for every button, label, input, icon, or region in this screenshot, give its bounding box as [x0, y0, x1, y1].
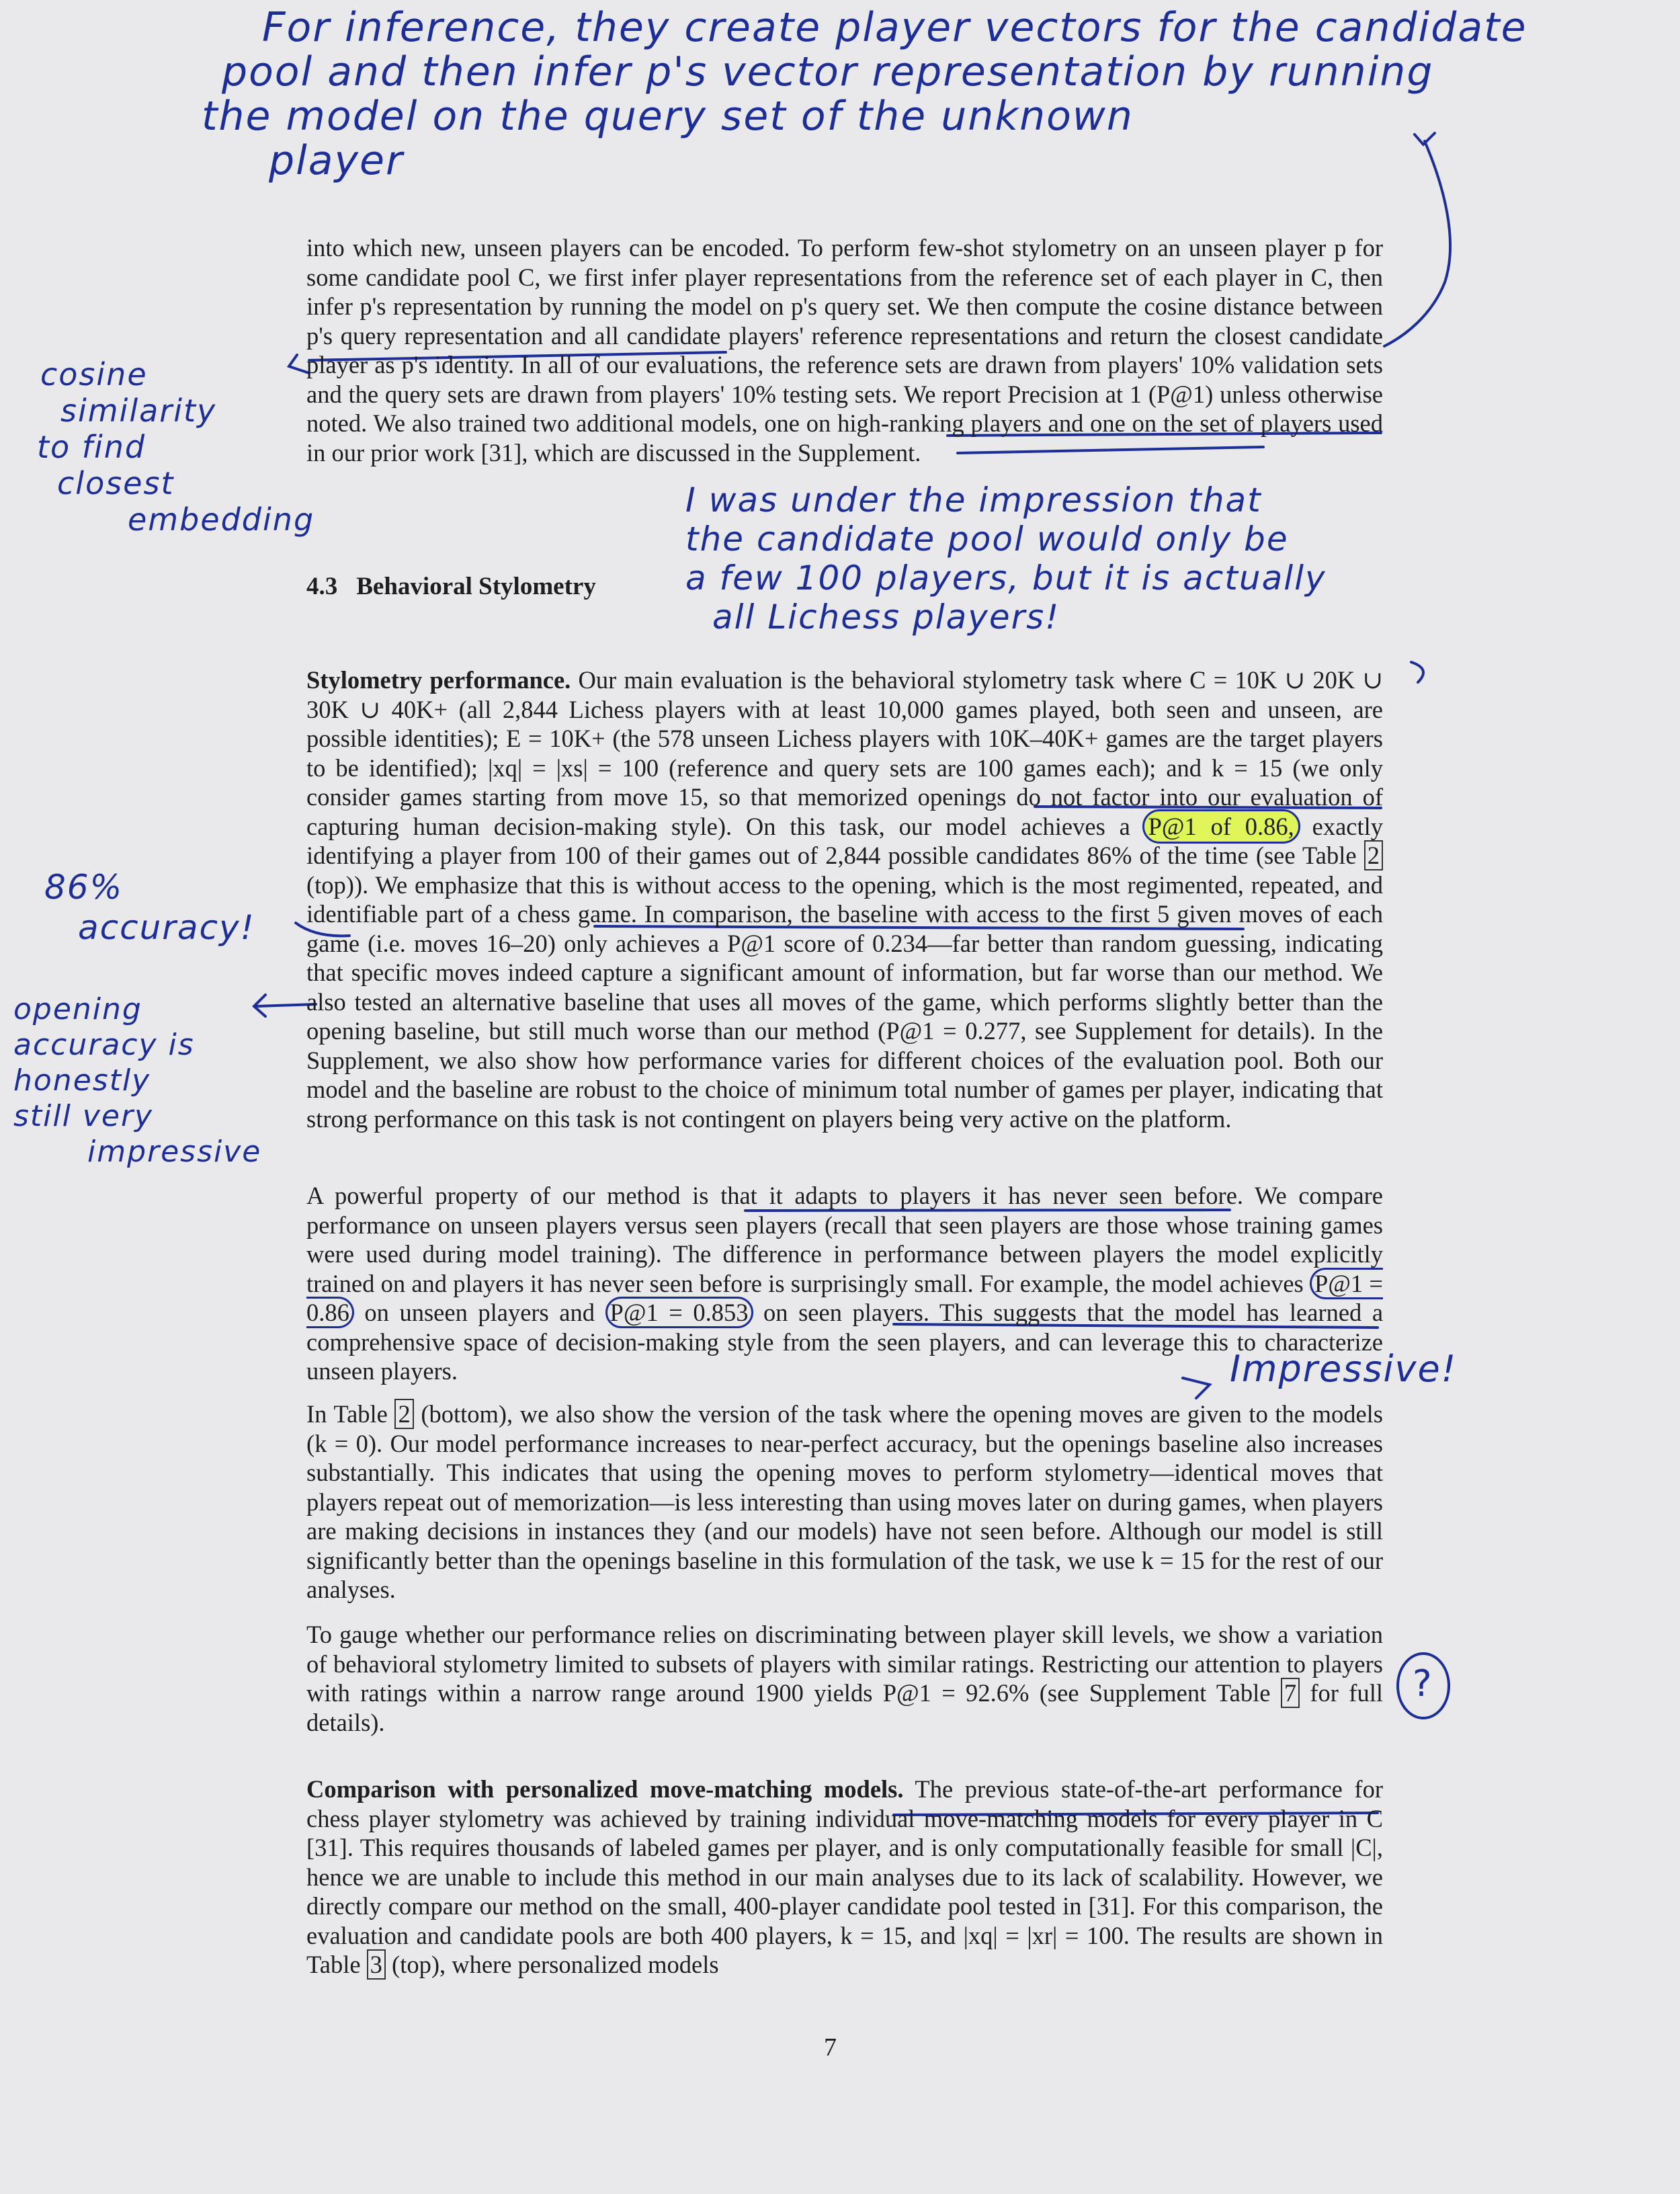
note-line: 86%	[44, 868, 124, 907]
comparison-paragraph	[306, 1775, 1383, 1980]
paragraph-text: on seen players. This suggests that the model has learned a comprehensive space of decision-making style from the seen players, and can leverage this to characterize unseen players.	[306, 1299, 1384, 1385]
note-line: cosine	[40, 356, 148, 393]
table-reference[interactable]: 2	[1364, 840, 1383, 870]
table-reference[interactable]: 2	[394, 1399, 413, 1429]
section-number: 4.3	[306, 573, 338, 600]
handwritten-note-opening	[13, 991, 261, 1170]
paragraph-text: for full details).	[306, 1679, 1383, 1736]
handwritten-note-pool	[685, 481, 1327, 637]
paragraph-text: In Table	[306, 1400, 388, 1428]
note-line: the model on the query set of the unknown	[202, 93, 1134, 140]
paragraph-text: on unseen players and	[364, 1299, 595, 1326]
note-line: embedding	[128, 501, 315, 538]
handwritten-note-impressive: Impressive!	[1230, 1348, 1458, 1390]
section-title: Behavioral Stylometry	[356, 573, 596, 600]
paragraph-heading: Stylometry performance.	[306, 666, 571, 694]
note-line: player	[269, 137, 404, 184]
note-line: to find	[37, 429, 146, 465]
note-line: For inference, they create player vectors for the candidate	[262, 4, 1527, 51]
paragraph-text: exactly identifying a player from 100 of their games out of 2,844 possible candidates 86% of the time (see Table	[306, 812, 1384, 869]
paragraph-text: (top), where personalized models	[392, 1951, 719, 1978]
paragraph-heading: Comparison with personalized move-matching models.	[306, 1775, 904, 1803]
table-reference[interactable]: 3	[367, 1949, 386, 1980]
paragraph-text: A powerful property of our method is that it adapts to players it has never seen before. We compare performance on unseen players versus seen players (recall that seen players are those whose training games were used during model training). The difference in performance between players the model explicitly trained on and players it has never seen before is surprisingly small. For example, the model achieves	[306, 1182, 1383, 1297]
paragraph-text: Our main evaluation is the behavioral stylometry task where C = 10K ∪ 20K ∪ 30K ∪ 40K+ (all 2,844 Lichess players with at least 10,000 games played, both seen and unseen, are possible identities); E = 10K+ (the 578 unseen Lichess players with 10K–40K+ games are the target players to be identified); |xq| = |xs| = 100 (reference and query sets are 100 games each); and k = 15 (we only consider games starting from move 15, so that memorized openings do not factor into our evaluation of capturing human decision-making style). On this task, our model achieves a	[306, 666, 1383, 840]
note-line: accuracy is	[13, 1028, 195, 1062]
table-paragraph	[306, 1399, 1383, 1604]
paragraph-text: To gauge whether our performance relies on discriminating between player skill levels, we show a variation of behavioral stylometry limited to subsets of players with similar ratings. Restricting our attention to players with ratings within a narrow range around 1900 yields P@1 = 92.6% (see Supplement Table	[306, 1621, 1383, 1707]
handwritten-note-top	[202, 4, 1527, 184]
note-line: honestly	[13, 1063, 151, 1098]
arrow-pool	[1411, 662, 1423, 682]
gauge-paragraph	[306, 1620, 1383, 1737]
circled-result: P@1 = 0.86	[306, 1268, 1383, 1329]
note-line: I was under the impression that	[685, 481, 1262, 520]
note-line: still very	[13, 1099, 154, 1133]
handwritten-note-cosine	[37, 356, 315, 538]
note-line: similarity	[60, 393, 217, 429]
paragraph-text: The previous state-of-the-art performance for chess player stylometry was achieved by training individual move-matching models for every player in C [31]. This requires thousands of labeled games per player, and is only computationally feasible for small |C|, hence we are unable to include this method in our main analyses due to its lack of scalability. However, we directly compare our method on the small, 400-player candidate pool tested in [31]. For this comparison, the evaluation and candidate pools are both 400 players, k = 15, and |xq| = |xr| = 100. The results are shown in Table	[306, 1775, 1383, 1978]
highlighted-result: P@1 of 0.86,	[1144, 811, 1298, 842]
note-line: all Lichess players!	[712, 598, 1060, 637]
note-line: opening	[13, 992, 142, 1026]
circled-result: P@1 = 0.853	[605, 1297, 753, 1328]
note-line: a few 100 players, but it is actually	[685, 559, 1327, 598]
note-line: accuracy!	[78, 908, 255, 947]
paragraph-text: (bottom), we also show the version of the task where the opening moves are given to the models (k = 0). Our model performance increases to near-perfect accuracy, but the openings baseline also increases substantially. This indicates that using the opening moves to perform stylometry—identical moves that players repeat out of memorization—is less interesting than using moves later on during games, when players are making decisions in instances they (and our models) have not seen before. Although our model is still significantly better than the openings baseline in this formulation of the task, we use k = 15 for the rest of our analyses.	[306, 1400, 1384, 1603]
note-line: the candidate pool would only be	[685, 520, 1289, 559]
paragraph-text: (top)). We emphasize that this is without access to the opening, which is the most regimented, repeated, and identifiable part of a chess game. In comparison, the baseline with access to the first 5 given moves of each game (i.e. moves 16–20) only achieves a P@1 score of 0.234—far better than random guessing, indicating that specific moves indeed capture a significant amount of information, but far worse than our method. We also tested an alternative baseline that uses all moves of the game, which performs slightly better than the opening baseline, but still much worse than our method (P@1 = 0.277, see Supplement for details). In the Supplement, we also show how performance varies for different choices of the evaluation pool. Both our model and the baseline are robust to the choice of minimum total number of games per player, indicating that strong performance on this task is not contingent on players being very active on the platform.	[306, 870, 1383, 1133]
section-heading	[306, 572, 615, 601]
note-line: pool and then infer p's vector representation by running	[222, 48, 1434, 95]
handwritten-note-question: ?	[1413, 1662, 1433, 1705]
unseen-paragraph	[306, 1181, 1383, 1386]
page-number: 7	[824, 2033, 837, 2062]
note-line: impressive	[87, 1135, 262, 1169]
table-reference[interactable]: 7	[1281, 1678, 1300, 1708]
handwritten-note-accuracy	[44, 867, 255, 948]
stylometry-paragraph	[306, 665, 1383, 1133]
note-line: closest	[57, 465, 175, 501]
intro-paragraph: into which new, unseen players can be encoded. To perform few-shot stylometry on an unseen player p for some candidate pool C, we first infer player representations from the reference set of each player in C, then infer p's representation by running the model on p's query set. We then compute the cosine distance between p's query representation and all candidate players' reference representations and return the closest candidate player as p's identity. In all of our evaluations, the reference sets are drawn from players' 10% validation sets and the query sets are drawn from players' 10% testing sets. We report Precision at 1 (P@1) unless otherwise noted. We also trained two additional models, one on high-ranking players and one on the set of players used in our prior work [31], which are discussed in the Supplement.	[306, 234, 1383, 466]
